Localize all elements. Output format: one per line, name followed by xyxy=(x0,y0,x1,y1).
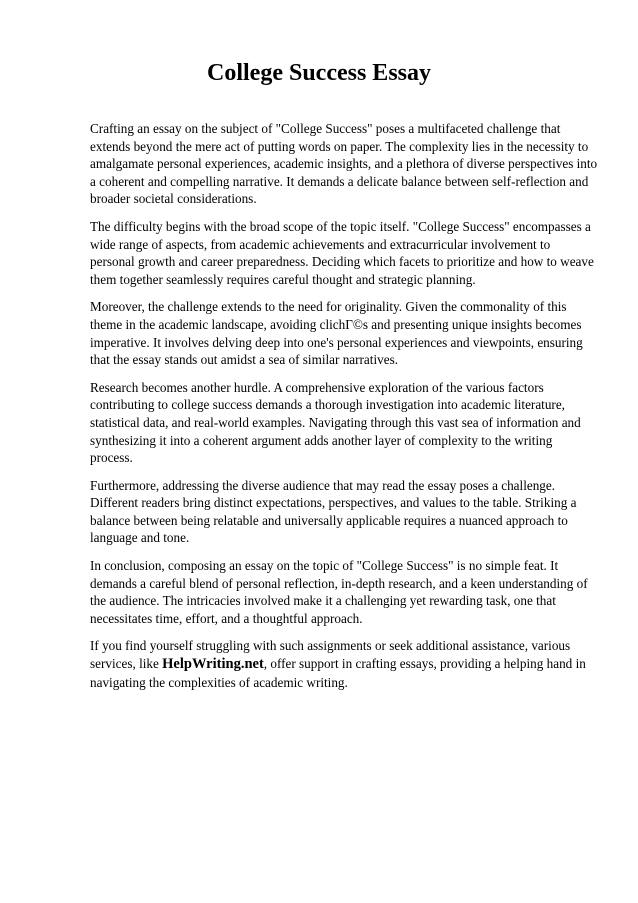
paragraph-conclusion: In conclusion, composing an essay on the topic of "College Success" is no simple feat. It demands a careful blend of personal reflection, in-depth research, and a keen understanding of the audience. The intricacies involved make it a challenging yet rewarding task, one that necessitates time, effort, and a thoughtful approach. xyxy=(90,558,588,626)
helpwriting-brand-text: HelpWriting.net xyxy=(162,656,264,673)
document-body xyxy=(90,120,598,701)
services-text-after: , offer support in crafting essays, providing a helping hand in navigating the complexities of academic writing. xyxy=(90,656,586,690)
paragraph-scope: The difficulty begins with the broad scope of the topic itself. "College Success" encompasses a wide range of aspects, from academic achievements and extracurricular involvement to personal growth and career preparedness. Deciding which facets to prioritize and how to weave them together seamlessly requires careful thought and strategic planning. xyxy=(90,218,594,287)
document-title: College Success Essay xyxy=(207,60,431,86)
paragraph-intro: Crafting an essay on the subject of "College Success" poses a multifaceted challenge that extends beyond the mere act of putting words on paper. The complexity lies in the necessity to amalgamate personal experiences, academic insights, and a plethora of diverse perspectives into a coherent and compelling narrative. It demands a delicate balance between self-reflection and broader societal considerations. xyxy=(90,121,598,207)
paragraph-research: Research becomes another hurdle. A comprehensive exploration of the various factors contributing to college success demands a thorough investigation into academic literature, statistical data, and real-world examples. Navigating through this vast sea of information and synthesizing it into a coherent argument adds another layer of complexity to the writing process. xyxy=(90,379,581,466)
services-text-before: If you find yourself struggling with such assignments or seek additional assistance, various services, like xyxy=(90,638,571,672)
paragraph-originality: Moreover, the challenge extends to the need for originality. Given the commonality of this theme in the academic landscape, avoiding clichГ©s and presenting unique insights becomes imperative. It involves delving deep into one's personal experiences and viewpoints, ensuring that the essay stands out amidst a sea of similar narratives. xyxy=(90,299,583,368)
paragraph-audience: Furthermore, addressing the diverse audience that may read the essay poses a challenge. Different readers bring distinct expectations, perspectives, and values to the table. Striking a balance between being relatable and universally applicable requires a nuanced approach to language and tone. xyxy=(90,477,577,546)
paragraph-services xyxy=(90,637,598,691)
